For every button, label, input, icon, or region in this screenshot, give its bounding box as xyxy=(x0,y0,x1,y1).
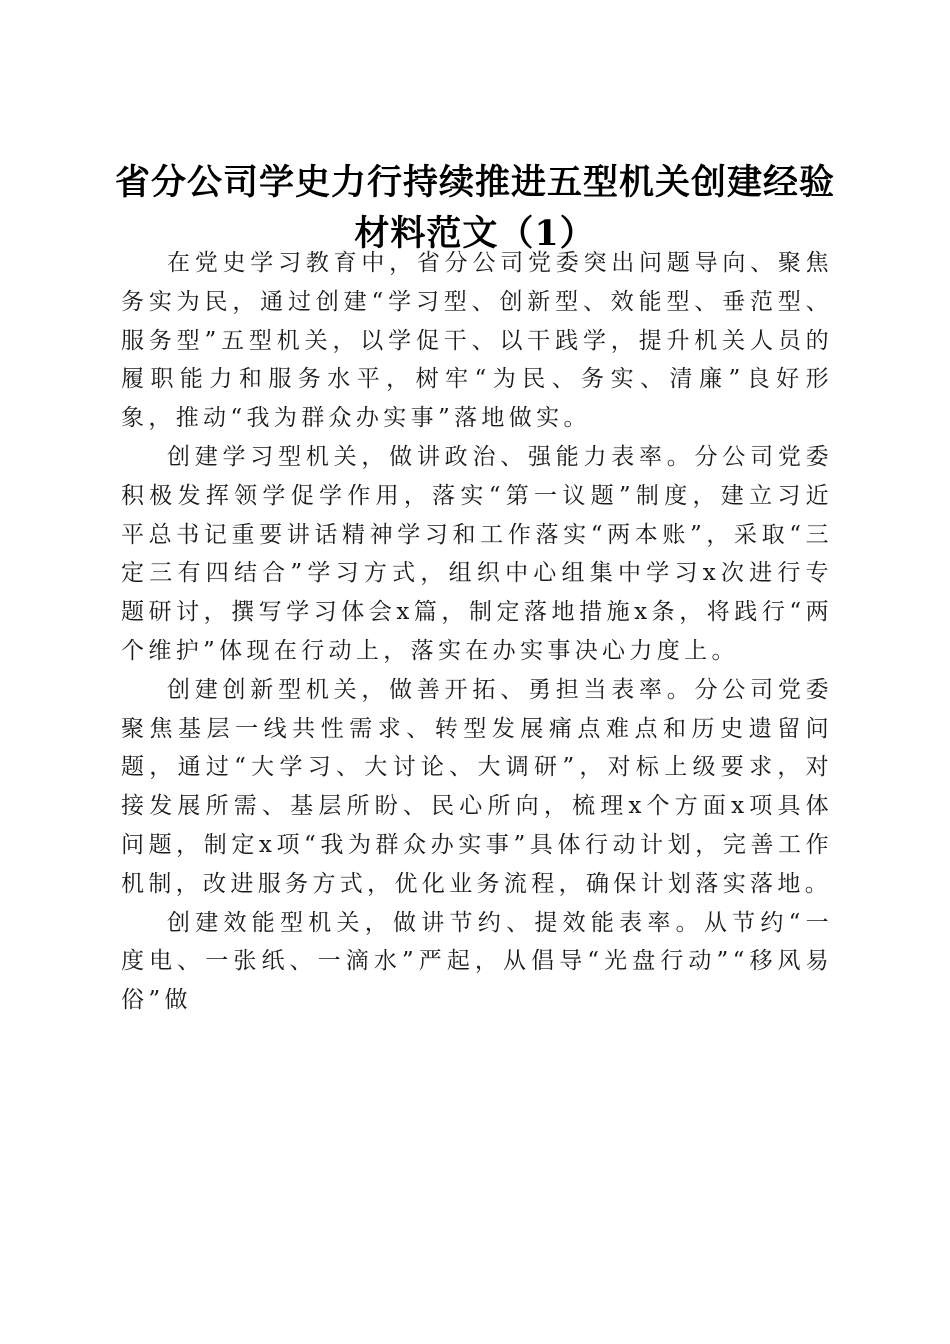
paragraph-learning-organ: 创建学习型机关，做讲政治、强能力表率。分公司党委积极发挥领学促学作用，落实“第一议题”制度，建立习近平总书记重要讲话精神学习和工作落实“两本账”，采取“三定三有四结合”学习方式，组织中心组集中学习x次进行专题研讨，撰写学习体会x篇，制定落地措施x条，将践行“两个维护”体现在行动上，落实在办实事决心力度上。 xyxy=(121,443,833,664)
paragraph-innovative-organ: 创建创新型机关，做善开拓、勇担当表率。分公司党委聚焦基层一线共性需求、转型发展痛点难点和历史遗留问题，通过“大学习、大讨论、大调研”，对标上级要求，对接发展所需、基层所盼、民心所向，梳理x个方面x项具体问题，制定x项“我为群众办实事”具体行动计划，完善工作机制，改进服务方式，优化业务流程，确保计划落实落地。 xyxy=(121,676,833,897)
document-body xyxy=(121,244,833,1020)
title-line-2: 材料范文（1） xyxy=(354,213,596,255)
title-line-1: 省分公司学史力行持续推进五型机关创建经验 xyxy=(114,162,835,204)
paragraph-intro: 在党史学习教育中，省分公司党委突出问题导向、聚焦务实为民，通过创建“学习型、创新型、效能型、垂范型、服务型”五型机关，以学促干、以干践学，提升机关人员的履职能力和服务水平，树牢“为民、务实、清廉”良好形象，推动“我为群众办实事”落地做实。 xyxy=(121,250,833,432)
paragraph-efficiency-organ: 创建效能型机关，做讲节约、提效能表率。从节约“一度电、一张纸、一滴水”严起，从倡导“光盘行动”“移风易俗”做 xyxy=(121,909,833,1014)
